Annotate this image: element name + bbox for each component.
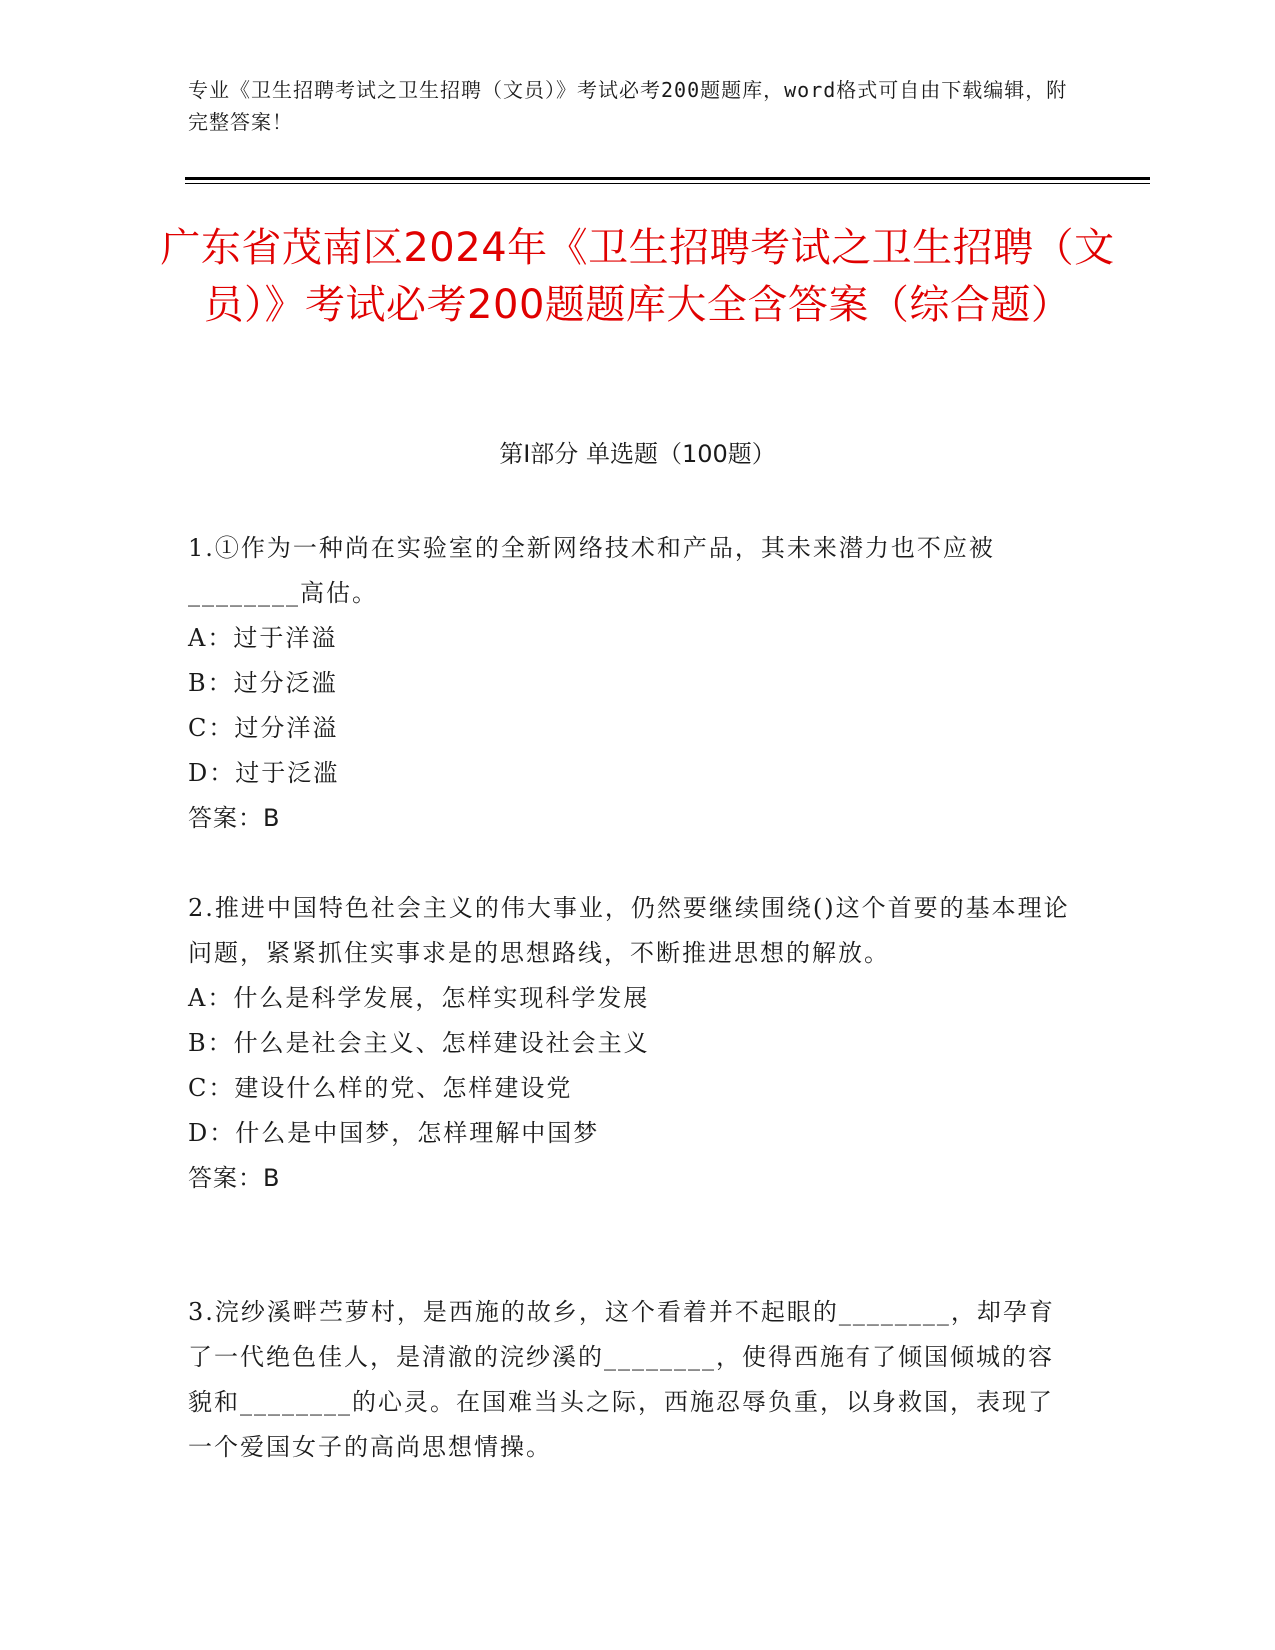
header-divider-thick [185,177,1150,180]
answer: 答案：B [188,804,281,832]
question-text: 3.浣纱溪畔苎萝村，是西施的故乡，这个看着并不起眼的________，却孕育了一代绝色佳人，是清澈的浣纱溪的________，使得西施有了倾国倾城的容貌和________的心灵。在国难当头之际，西施忍辱负重，以身救国，表现了一个爱国女子的高尚思想情操。 [188,1298,1055,1461]
option-d: D：过于泛滥 [188,759,340,787]
option-b: B：过分泛滥 [188,669,338,697]
question-text: 2.推进中国特色社会主义的伟大事业，仍然要继续围绕()这个首要的基本理论问题，紧紧抓住实事求是的思想路线，不断推进思想的解放。 [188,894,1070,967]
document-title: 广东省茂南区2024年《卫生招聘考试之卫生招聘（文员）》考试必考200题题库大全含答案（综合题） [160,225,1115,328]
question-3 [188,1290,1078,1470]
option-a: A：过于洋溢 [188,624,338,652]
option-a: A：什么是科学发展，怎样实现科学发展 [188,984,650,1012]
option-d: D：什么是中国梦，怎样理解中国梦 [188,1119,600,1147]
option-c: C：建设什么样的党、怎样建设党 [188,1074,573,1102]
question-1 [188,526,1078,841]
header-note: 专业《卫生招聘考试之卫生招聘（文员）》考试必考200题题库，word格式可自由下载编辑，附完整答案！ [188,78,1068,134]
question-2 [188,886,1078,1201]
answer: 答案：B [188,1164,281,1192]
option-b: B：什么是社会主义、怎样建设社会主义 [188,1029,650,1057]
question-text: 1.①作为一种尚在实验室的全新网络技术和产品，其未来潜力也不应被________高估。 [188,534,995,607]
header-divider-thin [185,183,1150,184]
option-c: C：过分洋溢 [188,714,339,742]
section-title: 第Ⅰ部分 单选题（100题） [499,440,776,468]
